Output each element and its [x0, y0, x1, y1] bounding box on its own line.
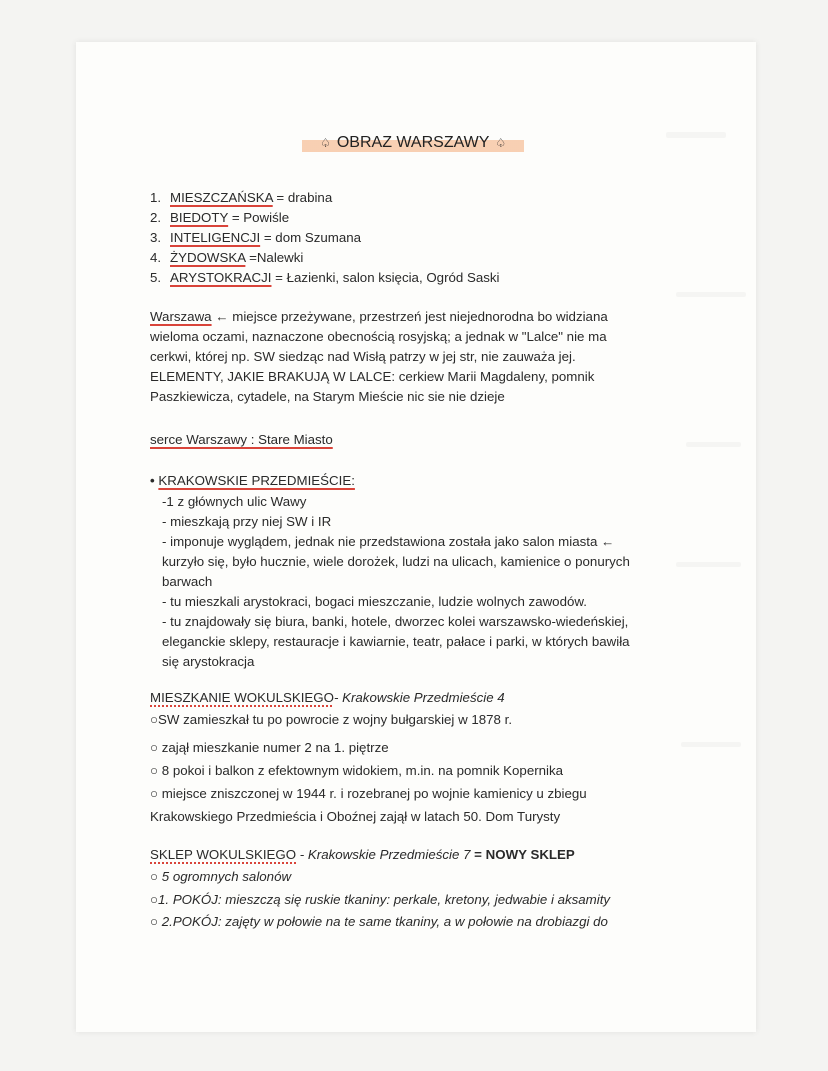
warszawa-line: Warszawa ← miejsce przeżywane, przestrzeń jest niejednorodna bo widziana — [150, 309, 608, 324]
mieszkanie-line: Krakowskiego Przedmieścia i Oboźnej zajął w latach 50. Dom Turysty — [150, 809, 561, 824]
krakowskie-line: -1 z głównych ulic Wawy — [162, 494, 307, 509]
serce-line: serce Warszawy : Stare Miasto — [150, 432, 333, 447]
term: MIESZCZAŃSKA — [170, 190, 273, 205]
mieszkanie-line: ○ zajął mieszkanie numer 2 na 1. piętrze — [150, 740, 389, 755]
krakowskie-heading: • KRAKOWSKIE PRZEDMIEŚCIE: — [150, 473, 355, 488]
term: INTELIGENCJI — [170, 230, 261, 245]
warszawa-line: wieloma oczami, naznaczone obecnością rosyjską; a jednak w "Lalce" nie ma — [150, 329, 607, 344]
flower-icon: ♤ — [320, 136, 331, 150]
krakowskie-line: kurzyło się, było hucznie, wiele dorożek, ludzi na ulicach, kamienice o ponurych — [162, 554, 630, 569]
krakowskie-line: się arystokracja — [162, 654, 255, 669]
list-item: 5. ARYSTOKRACJI = Łazienki, salon księcia, Ogród Saski — [150, 270, 500, 285]
term: ŻYDOWSKA — [170, 250, 246, 265]
flower-icon: ♤ — [495, 136, 506, 150]
warszawa-line: ELEMENTY, JAKIE BRAKUJĄ W LALCE: cerkiew Marii Magdaleny, pomnik — [150, 369, 595, 384]
title-text: OBRAZ WARSZAWY — [336, 134, 490, 151]
mieszkanie-line: ○ 8 pokoi i balkon z efektownym widokiem, m.in. na pomnik Kopernika — [150, 763, 564, 778]
term: BIEDOTY — [170, 210, 229, 225]
krakowskie-line: - mieszkają przy niej SW i IR — [162, 514, 332, 529]
list-item: 2. BIEDOTY = Powiśle — [150, 210, 290, 225]
warszawa-line: Paszkiewicza, cytadele, na Starym Mieście nic sie nie dzieje — [150, 389, 505, 404]
warszawa-term: Warszawa — [150, 309, 212, 324]
sklep-line: ○1. POKÓJ: mieszczą się ruskie tkaniny: perkale, kretony, jedwabie i aksamity — [150, 892, 611, 907]
term: ARYSTOKRACJI — [170, 270, 272, 285]
krakowskie-line: eleganckie sklepy, restauracje i kawiarnie, teatr, pałace i parki, w których bawiła — [162, 634, 630, 649]
list-item: 3. INTELIGENCJI = dom Szumana — [150, 230, 362, 245]
krakowskie-line: - imponuje wyglądem, jednak nie przedstawiona została jako salon miasta ← — [162, 534, 615, 549]
list-item: 1. MIESZCZAŃSKA = drabina — [150, 190, 333, 205]
page-title — [302, 132, 524, 154]
mieszkanie-line: ○ miejsce zniszczonej w 1944 r. i rozebranej po wojnie kamienicy u zbiegu — [150, 786, 587, 801]
sklep-line: ○ 2.POKÓJ: zajęty w połowie na te same tkaniny, a w połowie na drobiazgi do — [150, 914, 608, 929]
krakowskie-line: - tu znajdowały się biura, banki, hotele, dworzec kolei warszawsko-wiedeńskiej, — [162, 614, 629, 629]
krakowskie-line: barwach — [162, 574, 213, 589]
krakowskie-line: - tu mieszkali arystokraci, bogaci mieszczanie, ludzie wolnych zawodów. — [162, 594, 587, 609]
mieszkanie-line: ○SW zamieszkał tu po powrocie z wojny bułgarskiej w 1878 r. — [150, 712, 513, 727]
sklep-line: ○ 5 ogromnych salonów — [150, 869, 292, 884]
warszawa-line: cerkwi, której np. SW siedząc nad Wisłą patrzy w jej str, nie zauważa jej. — [150, 349, 576, 364]
mieszkanie-heading: MIESZKANIE WOKULSKIEGO- Krakowskie Przedmieście 4 — [150, 690, 505, 705]
sklep-heading: SKLEP WOKULSKIEGO - Krakowskie Przedmieście 7 = NOWY SKLEP — [150, 847, 575, 862]
list-item: 4. ŻYDOWSKA =Nalewki — [150, 250, 304, 265]
